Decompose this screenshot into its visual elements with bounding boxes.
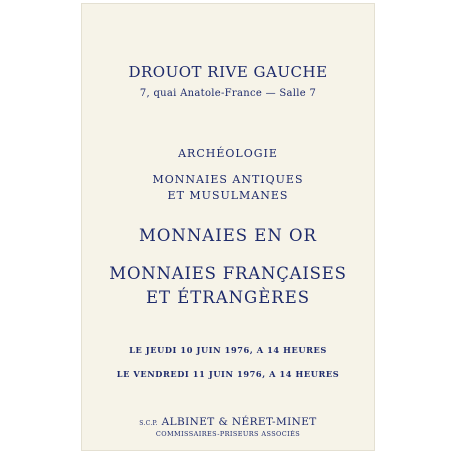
headline-gold-coins: MONNAIES EN OR: [138, 226, 317, 245]
auctioneer-prefix: S.C.P.: [139, 420, 158, 427]
catalog-cover: [82, 4, 374, 450]
sale-date-first: LE JEUDI 10 JUIN 1976, A 14 HEURES: [129, 345, 327, 355]
auctioneer-firm: ALBINET & NÉRET-MINET: [161, 416, 317, 428]
sale-date-second: LE VENDREDI 11 JUIN 1976, A 14 HEURES: [116, 369, 340, 379]
auctioneer-name: [82, 417, 374, 428]
category-archaeology: ARCHÉOLOGIE: [178, 147, 278, 160]
headline-french-coins-line2: ET ÉTRANGÈRES: [145, 288, 311, 307]
auctioneer-role: COMMISSAIRES-PRISEURS ASSOCIÉS: [155, 430, 301, 438]
category-coins-line1: MONNAIES ANTIQUES: [152, 173, 304, 186]
venue-address: 7, quai Anatole-France — Salle 7: [139, 88, 317, 99]
category-coins-line2: ET MUSULMANES: [167, 189, 289, 202]
venue-title: DROUOT RIVE GAUCHE: [128, 63, 328, 81]
headline-french-coins-line1: MONNAIES FRANÇAISES: [109, 264, 347, 283]
